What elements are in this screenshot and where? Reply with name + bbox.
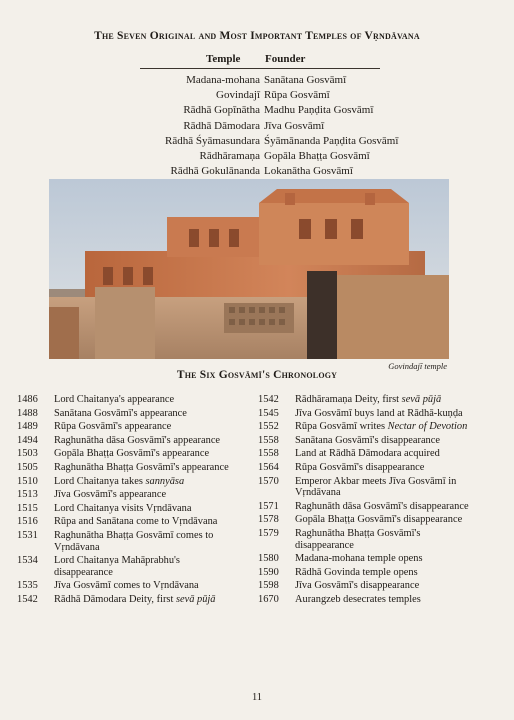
chronology-entry — [17, 421, 239, 433]
founder-name: Lokanātha Gosvāmī — [264, 165, 353, 178]
temples-heading: The Seven Original and Most Important Temples of Vṛndāvana — [94, 30, 420, 42]
page-number: 11 — [251, 692, 263, 703]
chronology-event — [295, 448, 480, 460]
chronology-event-text: Sanātana Gosvāmī's appearance — [54, 407, 187, 419]
chronology-event-text: Rūpa Gosvāmī writes — [295, 421, 388, 433]
chronology-entry — [17, 503, 239, 515]
table-row — [140, 103, 380, 118]
chronology-event-text: Sanātana Gosvāmī's disappearance — [295, 434, 440, 446]
chronology-event — [54, 503, 239, 515]
chronology-event — [295, 553, 480, 565]
chronology-entry — [258, 501, 480, 513]
chronology-event-text: Jīva Gosvāmī buys land at Rādhā-kuṇḍa — [295, 407, 463, 419]
chronology-event — [295, 528, 480, 551]
chronology-year: 1505 — [17, 461, 38, 473]
chronology-year: 1542 — [17, 593, 38, 605]
chronology-year: 1578 — [258, 514, 279, 526]
chronology-year: 1580 — [258, 553, 279, 565]
chronology-event — [54, 489, 239, 501]
chronology-event-text: Lord Chaitanya visits Vṛndāvana — [54, 502, 192, 514]
chronology-year: 1558 — [258, 448, 279, 460]
chronology-year: 1670 — [258, 593, 279, 605]
chronology-event — [54, 530, 239, 553]
founder-name: Madhu Paṇḍita Gosvāmī — [264, 104, 374, 117]
founder-name: Sanātana Gosvāmī — [264, 74, 347, 86]
chronology-entry — [258, 567, 480, 579]
chronology-year: 1598 — [258, 580, 279, 592]
chronology-event-text: Madana-mohana temple opens — [295, 553, 423, 565]
chronology-event — [295, 514, 480, 526]
chronology-event-text: Rūpa Gosvāmī's disappearance — [295, 461, 425, 473]
chronology-year: 1510 — [17, 475, 38, 487]
chronology-event-text: Gopāla Bhaṭṭa Gosvāmī's disappearance — [295, 514, 463, 526]
temple-name: Madana-mohana — [186, 74, 260, 86]
chronology-entry — [17, 516, 239, 528]
chronology-entry — [17, 476, 239, 488]
temple-illustration — [49, 179, 449, 359]
chronology-entry — [258, 514, 480, 526]
temple-name: Govindajī — [216, 89, 260, 102]
photo-caption: Govindajī temple — [388, 361, 447, 371]
chronology-event-text: Emperor Akbar meets Jīva Gosvāmī in Vṛndāvana — [295, 475, 457, 499]
chronology-event — [54, 555, 239, 578]
chronology-event-text: Lord Chaitanya Mahāprabhu's disappearance — [54, 555, 180, 578]
chronology-event-text: Gopāla Bhaṭṭa Gosvāmī's appearance — [54, 448, 210, 460]
chronology-event — [54, 408, 239, 420]
table-row — [140, 134, 399, 149]
chronology-year: 1488 — [17, 407, 38, 419]
chronology-year: 1516 — [17, 516, 38, 528]
chronology-event — [295, 594, 480, 606]
chronology-event-text: Rūpa Gosvāmī's appearance — [54, 421, 172, 433]
chronology-year: 1570 — [258, 475, 279, 487]
chronology-event-text: Lord Chaitanya takes — [54, 475, 146, 487]
chronology-year: 1558 — [258, 434, 279, 446]
chronology-entry — [258, 528, 480, 551]
chronology-entry — [17, 394, 239, 406]
chronology-event — [54, 476, 239, 488]
chronology-year: 1590 — [258, 566, 279, 578]
chronology-event-text: Raghunātha Bhaṭṭa Gosvāmī's disappearance — [295, 527, 421, 551]
chronology-event — [295, 476, 480, 499]
chronology-event — [54, 580, 239, 592]
chronology-event-text: Jīva Gosvāmī comes to Vṛndāvana — [54, 580, 199, 592]
chronology-entry — [17, 530, 239, 553]
chronology-entry — [258, 476, 480, 499]
chronology-event — [54, 448, 239, 460]
founder-name: Jīva Gosvāmī — [264, 119, 325, 132]
chronology-event — [295, 580, 480, 592]
temple-name: Rādhāramaṇa — [199, 149, 260, 162]
founder-column-header: Founder — [265, 53, 306, 65]
chronology-year: 1486 — [17, 394, 38, 405]
chronology-heading: The Six Gosvāmī's Chronology — [176, 369, 338, 381]
chronology-entry — [258, 594, 480, 606]
chronology-event — [54, 462, 239, 474]
chronology-entry — [258, 421, 480, 433]
chronology-year: 1542 — [258, 394, 279, 405]
chronology-event — [295, 394, 480, 406]
chronology-event-text: Jīva Gosvāmī's appearance — [54, 489, 167, 501]
temple-column-header: Temple — [206, 53, 241, 65]
table-row — [140, 88, 380, 103]
temple-name: Rādhā Śyāmasundara — [165, 134, 260, 147]
chronology-entry — [17, 580, 239, 592]
chronology-event-text: Raghunātha Bhaṭṭa Gosvāmī's appearance — [54, 461, 229, 473]
chronology-entry — [17, 555, 239, 578]
table-row — [140, 149, 380, 164]
chronology-year: 1545 — [258, 407, 279, 419]
chronology-entry — [17, 489, 239, 501]
chronology-entry — [258, 408, 480, 420]
chronology-entry — [258, 462, 480, 474]
chronology-event-text: Rādhāramaṇa Deity, first — [295, 394, 402, 405]
chronology-event — [295, 421, 480, 433]
chronology-year: 1513 — [17, 489, 38, 501]
table-row — [140, 119, 380, 134]
chronology-event — [295, 462, 480, 474]
chronology-year: 1503 — [17, 448, 38, 460]
chronology-entry — [258, 553, 480, 565]
chronology-event-italic: Nectar of Devotion — [387, 421, 468, 433]
chronology-entry — [258, 448, 480, 460]
chronology-event-italic: sannyāsa — [145, 475, 185, 487]
chronology-entry — [17, 448, 239, 460]
table-row — [140, 73, 380, 88]
chronology-entry — [258, 394, 480, 406]
chronology-event — [54, 435, 239, 447]
chronology-event-text: Aurangzeb desecrates temples — [295, 593, 421, 605]
chronology-event-text: Rādhā Govinda temple opens — [295, 566, 418, 578]
chronology-event — [295, 501, 480, 513]
founder-name: Gopāla Bhaṭṭa Gosvāmī — [264, 149, 370, 162]
chronology-year: 1564 — [258, 461, 279, 473]
chronology-event-text: Raghunātha Bhaṭṭa Gosvāmī comes to Vṛndāvana — [54, 529, 214, 553]
table-row — [140, 164, 380, 179]
chronology-event-text: Jīva Gosvāmī's disappearance — [295, 580, 420, 592]
chronology-event — [295, 408, 480, 420]
temple-name: Rādhā Dāmodara — [183, 119, 260, 132]
chronology-left-column — [17, 394, 239, 608]
chronology-event — [54, 594, 239, 606]
temples-table — [140, 53, 399, 179]
chronology-entry — [17, 435, 239, 447]
chronology-event — [295, 567, 480, 579]
chronology-event-text: Raghunāth dāsa Gosvāmī's disappearance — [295, 500, 469, 512]
chronology-entry — [17, 594, 239, 606]
chronology-event-text: Rādhā Dāmodara Deity, first — [54, 593, 176, 605]
chronology-event — [54, 394, 239, 406]
chronology-year: 1531 — [17, 529, 38, 541]
chronology-year: 1579 — [258, 527, 279, 539]
chronology-event — [54, 516, 239, 528]
chronology-event-text: Land at Rādhā Dāmodara acquired — [295, 448, 440, 460]
chronology-year: 1535 — [17, 580, 38, 592]
temple-name: Rādhā Gopīnātha — [183, 104, 260, 117]
chronology-right-column — [258, 394, 480, 608]
govindaji-temple-photo — [49, 179, 449, 359]
chronology-entry — [17, 408, 239, 420]
founder-name: Rūpa Gosvāmī — [264, 89, 330, 102]
chronology-event-text: Raghunātha dāsa Gosvāmī's appearance — [54, 434, 221, 446]
chronology-event-text: Lord Chaitanya's appearance — [54, 394, 175, 405]
chronology-event — [295, 435, 480, 447]
chronology-year: 1494 — [17, 434, 38, 446]
temples-table-header — [140, 53, 380, 69]
founder-name: Śyāmānanda Paṇḍita Gosvāmī — [264, 134, 399, 147]
chronology-entry — [258, 435, 480, 447]
chronology-year: 1489 — [17, 421, 38, 433]
chronology-event-italic: sevā pūjā — [175, 593, 216, 605]
chronology-event-italic: sevā pūjā — [401, 394, 442, 405]
chronology-year: 1552 — [258, 421, 279, 433]
chronology-year: 1534 — [17, 555, 38, 567]
chronology-entry — [258, 580, 480, 592]
chronology-event — [54, 421, 239, 433]
chronology-year: 1571 — [258, 500, 279, 512]
chronology-event-text: Rūpa and Sanātana come to Vṛndāvana — [54, 516, 218, 528]
chronology-entry — [17, 462, 239, 474]
chronology-year: 1515 — [17, 502, 38, 514]
temple-name: Rādhā Gokulānanda — [170, 165, 260, 178]
